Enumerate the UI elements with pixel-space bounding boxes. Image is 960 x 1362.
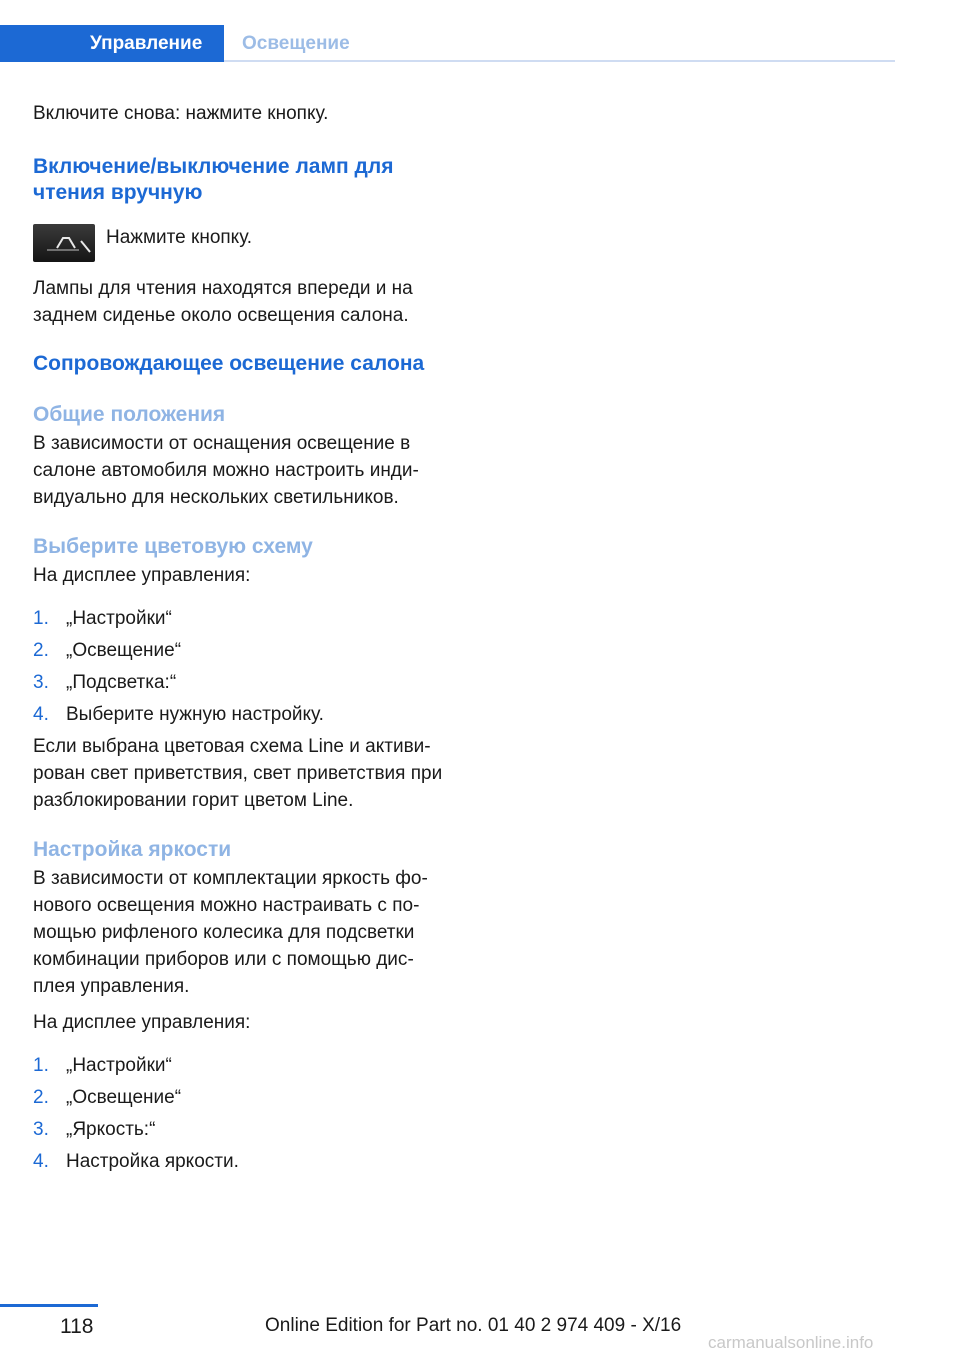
watermark: carmanualsonline.info	[708, 1333, 874, 1352]
heading-reading-lamps: Включение/выключение ламп для чтения вручную	[33, 155, 394, 204]
footer-divider	[0, 1304, 98, 1307]
paragraph-lamps-location: Лампы для чтения находятся впереди и на заднем сиденье около освещения салона.	[33, 278, 413, 326]
list-number: 4.	[33, 1151, 49, 1172]
list-item	[33, 1084, 443, 1111]
reading-lamp-button-image	[33, 224, 95, 262]
list-item	[33, 701, 443, 728]
heading-color-scheme: Выберите цветовую схему	[33, 535, 313, 558]
steps-list-color	[33, 605, 443, 728]
tab-lighting: Освещение	[242, 33, 350, 54]
page-header	[0, 25, 895, 62]
list-number: 3.	[33, 672, 49, 693]
list-item	[33, 1116, 443, 1143]
reading-lamp-button-row	[33, 224, 443, 266]
list-item	[33, 669, 443, 696]
paragraph-display-1: На дисплее управления:	[33, 565, 251, 586]
paragraph-display-2: На дисплее управления:	[33, 1012, 251, 1033]
list-number: 3.	[33, 1119, 49, 1140]
steps-list-brightness	[33, 1052, 443, 1175]
paragraph-general: В зависимости от оснащения освещение в салоне автомобиля можно настроить индивидуально для нескольких светильников.	[33, 433, 419, 508]
paragraph-line-scheme: Если выбрана цветовая схема Line и активирован свет приветствия, свет приветствия при разблокировании горит цветом Line.	[33, 736, 443, 811]
heading-ambient-lighting: Сопровождающее освещение салона	[33, 352, 425, 375]
list-number: 4.	[33, 704, 49, 725]
list-text: „Подсветка:“	[66, 672, 177, 693]
list-item	[33, 637, 443, 664]
list-item	[33, 1148, 443, 1175]
heading-general: Общие положения	[33, 403, 226, 426]
reading-lamp-icon	[33, 224, 95, 262]
page-number: 118	[60, 1315, 94, 1338]
list-text: „Яркость:“	[66, 1119, 156, 1140]
paragraph-press-button: Нажмите кнопку.	[106, 227, 253, 248]
list-text: „Настройки“	[66, 1055, 172, 1076]
list-item	[33, 1052, 443, 1079]
main-content	[33, 100, 443, 1180]
list-text: Выберите нужную настройку.	[66, 704, 324, 725]
list-text: „Освещение“	[66, 1087, 182, 1108]
header-divider	[224, 60, 895, 62]
paragraph-switch-on: Включите снова: нажмите кнопку.	[33, 103, 329, 124]
list-text: „Освещение“	[66, 640, 182, 661]
list-text: Настройка яркости.	[66, 1151, 239, 1172]
list-number: 1.	[33, 1055, 49, 1076]
list-number: 1.	[33, 608, 49, 629]
list-item	[33, 605, 443, 632]
list-number: 2.	[33, 640, 49, 661]
list-text: „Настройки“	[66, 608, 172, 629]
list-number: 2.	[33, 1087, 49, 1108]
paragraph-brightness: В зависимости от комплектации яркость фонового освещения можно настраивать с помощью рифленого колесика для подсветки комбинации приборов или с помощью дисплея управления.	[33, 868, 428, 997]
edition-text: Online Edition for Part no. 01 40 2 974 409 - X/16	[265, 1315, 682, 1336]
heading-brightness: Настройка яркости	[33, 838, 232, 861]
tab-control: Управление	[0, 25, 224, 62]
